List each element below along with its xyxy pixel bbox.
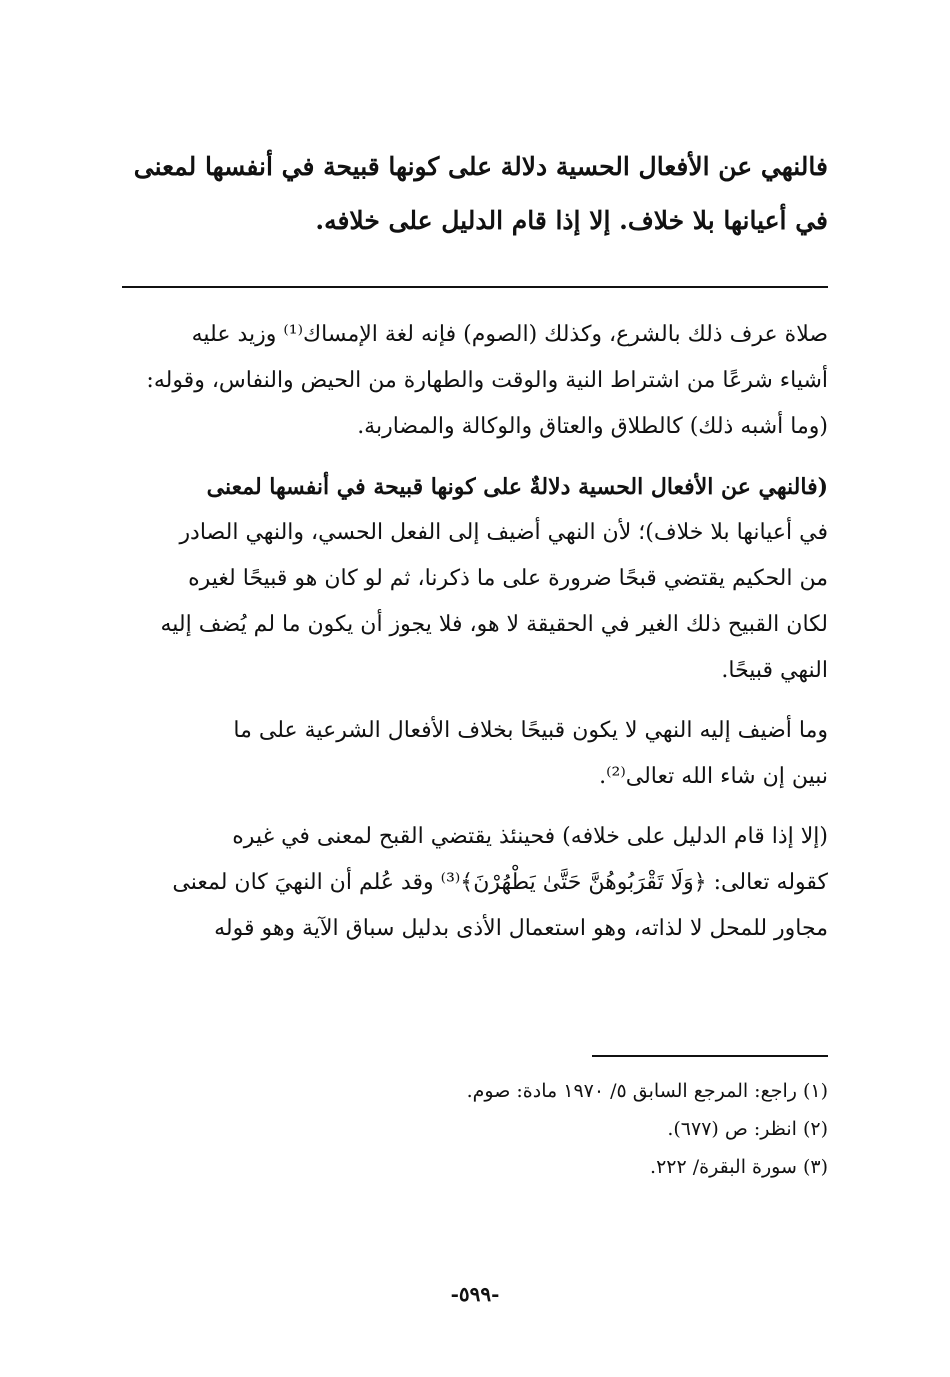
commentary-line: (فالنهي عن الأفعال الحسية دلالةٌ على كونها قبيحة في أنفسها لمعنى <box>206 474 828 500</box>
commentary-line: صلاة عرف ذلك بالشرع، وكذلك (الصوم) فإنه لغة الإمساك⁽¹⁾ وزيد عليه <box>191 322 828 347</box>
commentary-line: مجاور للمحل لا لذاته، وهو استعمال الأذى بدليل سباق الآية وهو قوله <box>214 916 828 941</box>
commentary-paragraph-2 <box>122 464 828 694</box>
commentary-line: في أعيانها بلا خلاف)؛ لأن النهي أضيف إلى الفعل الحسي، والنهي الصادر <box>179 520 828 545</box>
commentary-paragraph-4 <box>122 814 828 952</box>
commentary-paragraph-1 <box>122 312 828 450</box>
commentary-line: (إلا إذا قام الدليل على خلافه) فحينئذ يقتضي القبح لمعنى في غيره <box>232 824 828 849</box>
commentary-line: من الحكيم يقتضي قبحًا ضرورة على ما ذكرنا، ثم لو كان هو قبيحًا لغيره <box>188 566 828 591</box>
main-text-line: في أعيانها بلا خلاف. إلا إذا قام الدليل على خلافه. <box>315 206 828 235</box>
commentary-line: نبين إن شاء الله تعالى⁽²⁾. <box>599 764 828 789</box>
main-text-line: فالنهي عن الأفعال الحسية دلالة على كونها قبيحة في أنفسها لمعنى <box>133 152 828 181</box>
commentary-block <box>122 312 828 966</box>
commentary-line: وما أضيف إليه النهي لا يكون قبيحًا بخلاف الأفعال الشرعية على ما <box>233 718 828 743</box>
commentary-paragraph-3 <box>122 708 828 800</box>
footnote-divider <box>592 1055 828 1057</box>
main-text-block <box>123 140 828 248</box>
commentary-line: أشياء شرعًا من اشتراط النية والوقت والطهارة من الحيض والنفاس، وقوله: <box>146 368 828 393</box>
commentary-line: النهي قبيحًا. <box>721 658 828 683</box>
commentary-line: (وما أشبه ذلك) كالطلاق والعتاق والوكالة والمضاربة. <box>357 414 828 439</box>
footnote-2: (٢) انظر: ص (٦٧٧). <box>667 1118 828 1140</box>
commentary-line: لكان القبيح ذلك الغير في الحقيقة لا هو، فلا يجوز أن يكون ما لم يُضف إليه <box>160 612 828 637</box>
footnotes <box>228 1072 828 1186</box>
main-text-divider <box>122 286 828 288</box>
commentary-line: كقوله تعالى: ﴿وَلَا تَقْرَبُوهُنَّ حَتَّىٰ يَطْهُرْنَ﴾⁽³⁾ وقد عُلم أن النهيَ كان لمعنى <box>172 870 828 895</box>
page-number: -٥٩٩- <box>450 1282 500 1306</box>
footnote-1: (١) راجع: المرجع السابق ٥/ ١٩٧٠ مادة: صوم. <box>466 1080 828 1102</box>
footnote-3: (٣) سورة البقرة/ ٢٢٢. <box>650 1156 828 1178</box>
